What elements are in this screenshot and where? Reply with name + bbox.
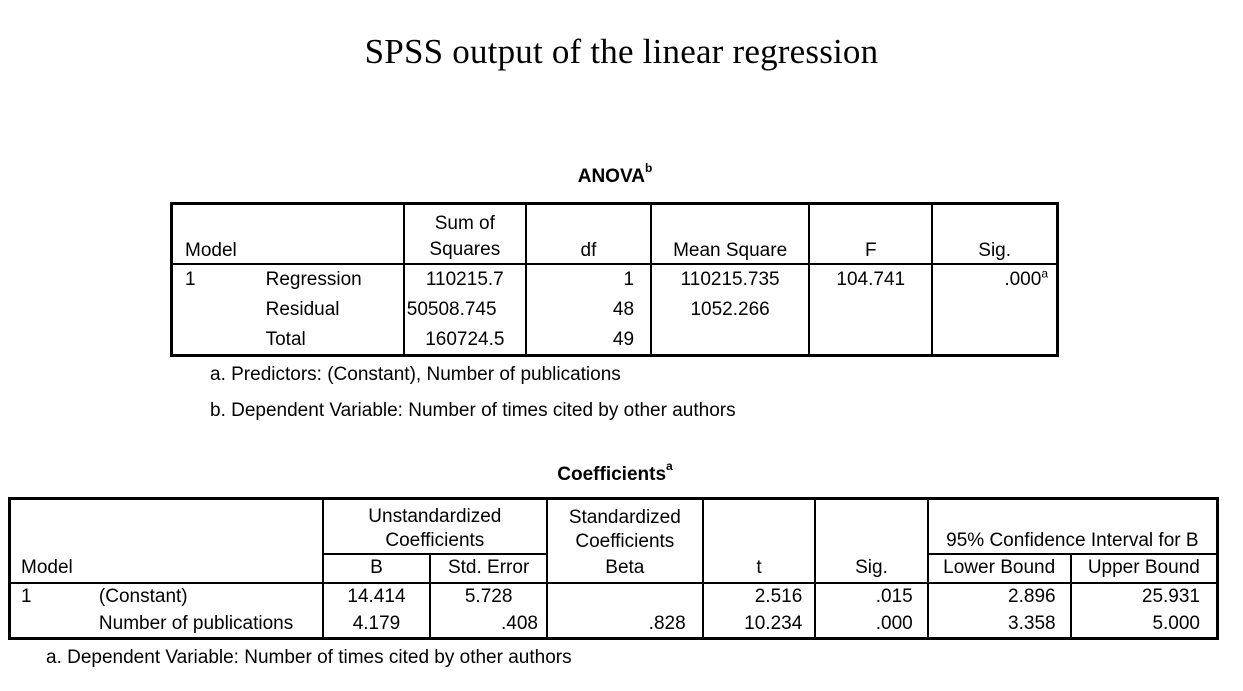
coef-header-lower: Lower Bound (928, 554, 1071, 583)
anova-header-ss (404, 204, 526, 265)
anova-cell-ss: 50508.745 (404, 295, 526, 325)
coef-header-t: t (703, 554, 816, 583)
coef-header-beta: Beta (547, 554, 703, 583)
anova-cell-ms: 110215.735 (651, 264, 809, 295)
anova-cell-ms (651, 324, 809, 355)
anova-row-total (172, 324, 1058, 355)
coef-empty-cell (10, 610, 93, 638)
coef-header-unstd-line2: Coefficients (385, 530, 485, 552)
coef-cell-b: 14.414 (323, 583, 431, 611)
coef-header-std-error: Std. Error (430, 554, 547, 583)
coef-cell-beta (547, 583, 703, 611)
anova-footnote-b: b. Dependent Variable: Number of times cited by other authors (210, 400, 736, 421)
coef-header-standardized (547, 499, 703, 555)
coef-cell-se: 5.728 (430, 583, 547, 611)
coefficients-table (8, 497, 1219, 640)
page-title: SPSS output of the linear regression (364, 32, 879, 71)
anova-sig-sup: a (1041, 267, 1048, 282)
anova-row-regression (172, 264, 1058, 295)
coef-header-std-line1: Standardized (568, 507, 681, 529)
anova-header-ss-line1: Sum of (434, 213, 495, 234)
coef-header-unstd-line1: Unstandardized (368, 506, 502, 528)
coefficients-caption-sup: a (666, 458, 673, 473)
coef-header-unstandardized (323, 499, 547, 555)
coef-cell-t: 2.516 (703, 583, 816, 611)
coef-cell-sig: .000 (815, 610, 927, 638)
anova-header-ms: Mean Square (651, 204, 809, 265)
anova-cell-ms: 1052.266 (651, 295, 809, 325)
coefficients-footnote: a. Dependent Variable: Number of times cited by other authors (46, 647, 572, 668)
anova-cell-f (809, 324, 932, 355)
coef-model-number: 1 (21, 586, 32, 608)
anova-header-model: Model (172, 204, 404, 265)
anova-cell-df: 49 (526, 324, 651, 355)
anova-cell-sig (932, 264, 1057, 295)
coef-header-upper: Upper Bound (1071, 554, 1218, 583)
anova-cell-sig (932, 324, 1057, 355)
coefficients-header-row-1 (10, 499, 1218, 555)
coef-cell-upper: 25.931 (1071, 583, 1218, 611)
coef-header-empty (10, 499, 323, 555)
anova-header-f: F (809, 204, 932, 265)
anova-empty-cell (172, 295, 264, 325)
coef-row-name: (Constant) (98, 586, 188, 608)
anova-sig-value: .000 (1004, 269, 1042, 291)
coef-cell-t: 10.234 (703, 610, 816, 638)
anova-cell-ss: 160724.5 (404, 324, 526, 355)
coef-header-sig: Sig. (815, 554, 927, 583)
coef-cell-lower: 2.896 (928, 583, 1071, 611)
anova-empty-cell (172, 324, 264, 355)
coef-cell-beta: .828 (547, 610, 703, 638)
anova-cell-sig (932, 295, 1057, 325)
coef-cell-lower: 3.358 (928, 610, 1071, 638)
coef-row-name: Number of publications (98, 612, 294, 634)
coef-cell-upper: 5.000 (1071, 610, 1218, 638)
anova-model-number: 1 (185, 269, 196, 291)
coefficients-header-row-2 (10, 554, 1218, 583)
anova-header-row (172, 204, 1058, 265)
anova-row-name: Regression (265, 269, 362, 291)
coef-cell-se: .408 (430, 610, 547, 638)
anova-cell-ss: 110215.7 (404, 264, 526, 295)
coef-header-b: B (323, 554, 431, 583)
anova-header-df: df (526, 204, 651, 265)
coefficients-row-constant (10, 583, 1218, 611)
anova-cell-df: 1 (526, 264, 651, 295)
coef-cell-sig: .015 (815, 583, 927, 611)
coef-header-model: Model (10, 554, 323, 583)
coef-header-ci: 95% Confidence Interval for B (928, 499, 1218, 555)
anova-cell-df: 48 (526, 295, 651, 325)
anova-row-name: Total (265, 328, 306, 350)
coefficients-row-publications (10, 610, 1218, 638)
anova-caption-sup: b (644, 160, 653, 175)
coefficients-caption-text: Coefficients (557, 464, 667, 485)
coefficients-caption (500, 458, 730, 486)
anova-table (170, 202, 1059, 357)
anova-row-residual (172, 295, 1058, 325)
coef-header-std-line2: Coefficients (575, 531, 675, 553)
anova-caption-text: ANOVA (577, 166, 645, 187)
anova-caption (500, 160, 730, 188)
anova-header-sig: Sig. (932, 204, 1057, 265)
anova-footnote-a: a. Predictors: (Constant), Number of publications (210, 364, 621, 385)
anova-row-name: Residual (265, 298, 340, 320)
anova-header-ss-line2: Squares (429, 239, 501, 260)
coef-header-t-top (703, 499, 816, 555)
anova-cell-f (809, 295, 932, 325)
coef-header-sig-top (815, 499, 927, 555)
anova-cell-f: 104.741 (809, 264, 932, 295)
coef-cell-b: 4.179 (323, 610, 431, 638)
